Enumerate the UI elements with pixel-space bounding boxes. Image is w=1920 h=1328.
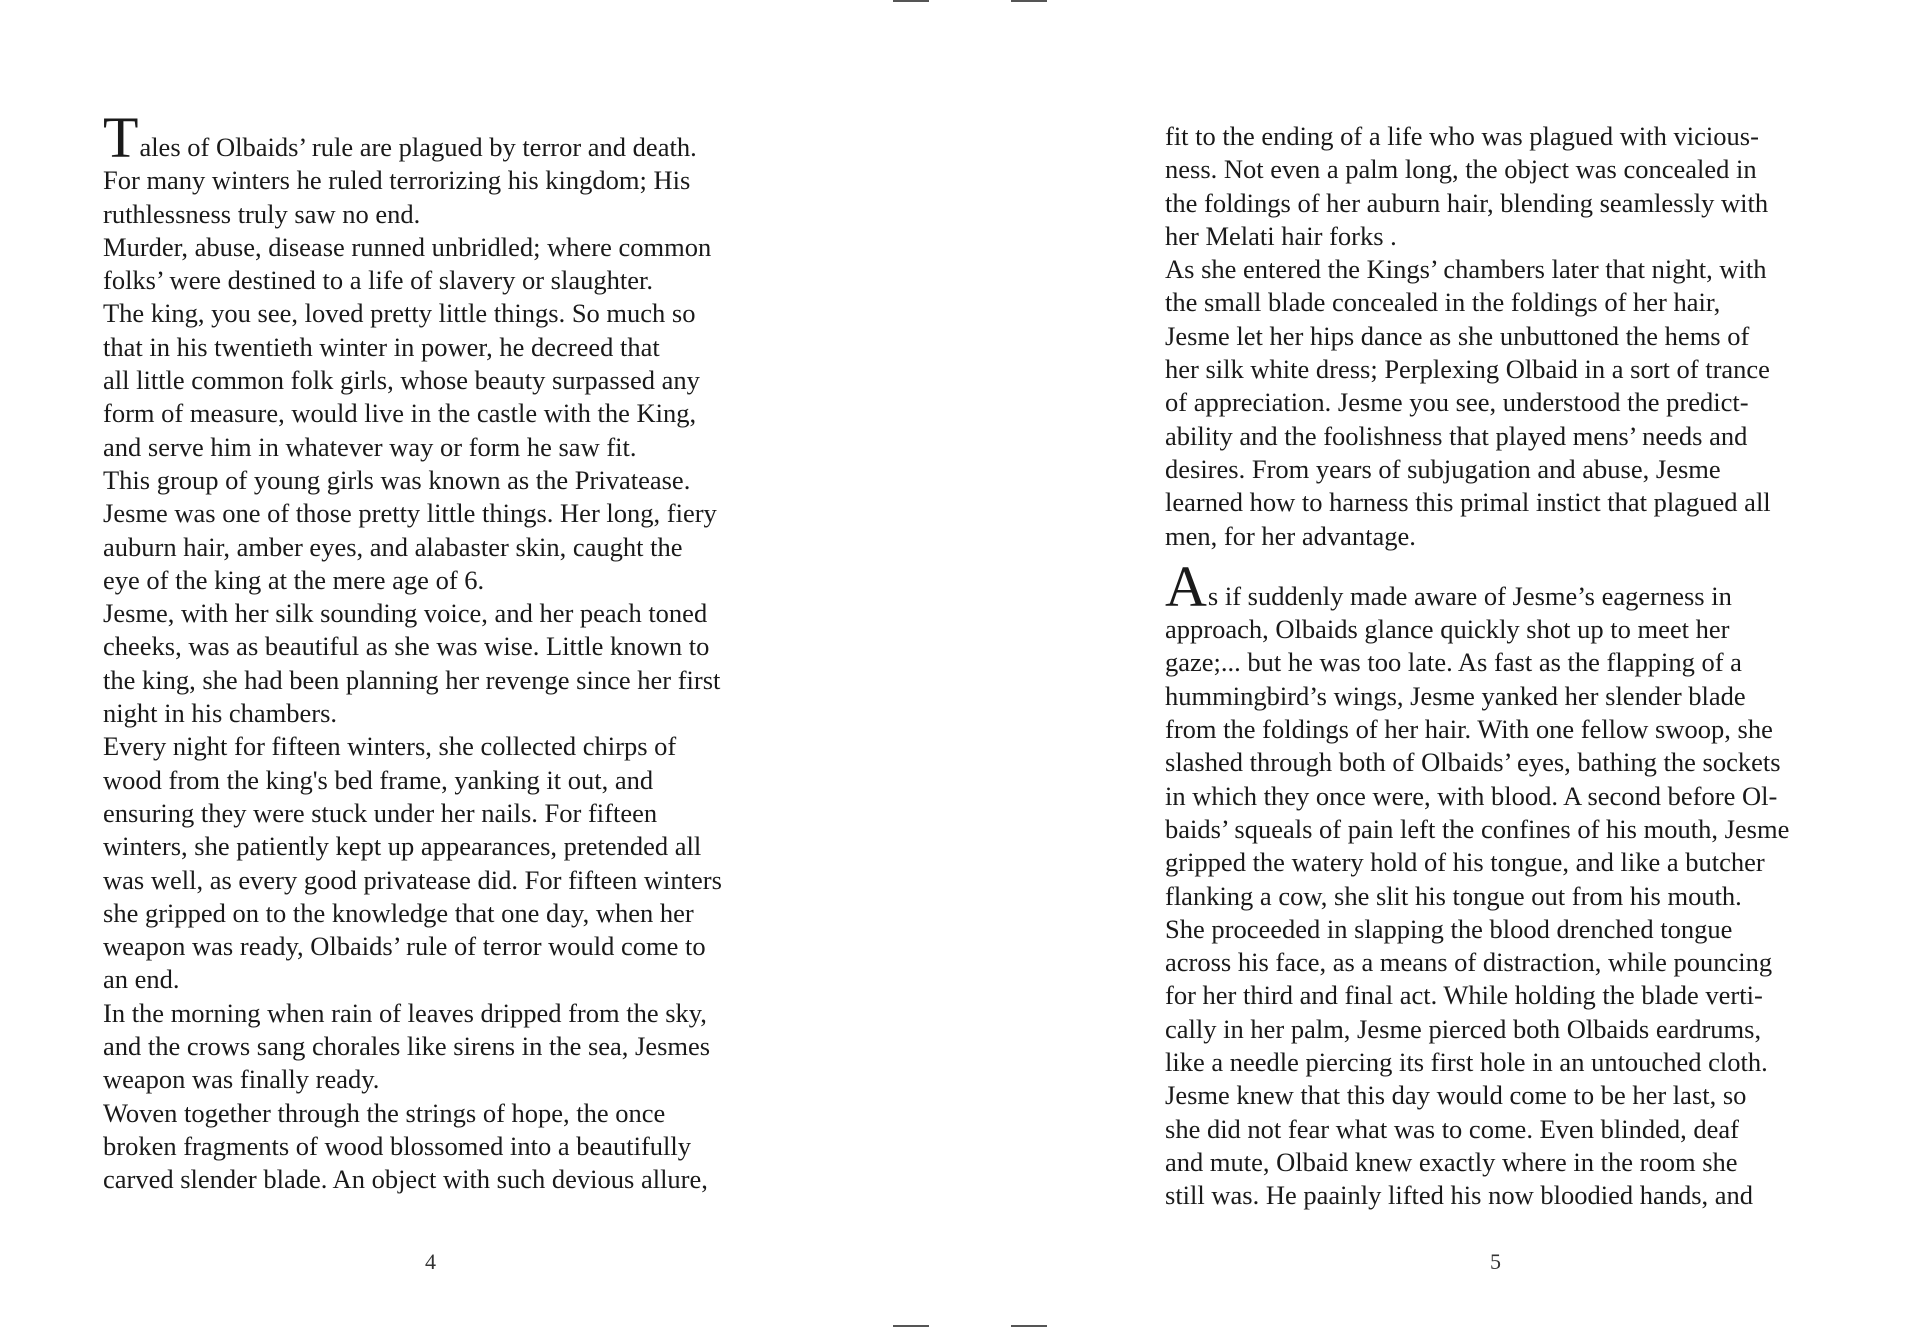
page-number-left: 4 xyxy=(425,1249,436,1274)
page-number-right: 5 xyxy=(1490,1249,1501,1274)
right-page-text: s if suddenly made aware of Jesme’s eagerness in approach, Olbaids glance quickly shot up to meet her gaze;... but he was too late. As fast as the flapping of a hummingbird’s wings, Jesme yanked her slender blade from the foldings of her hair. With one fellow swoop, she slashed through both of Olbaids’ eyes, bathing the sockets in which they once were, with blood. A second before Ol- baids’ squeals of pain left the confines of his mouth, Jesme gripped the watery hold of his tongue, and like a butcher flanking a cow, she slit his tongue out from his mouth. She proceeded in slapping the blood drenched tongue across his face, as a means of distraction, while pouncing for her third and final act. While holding the blade verti- cally in her palm, Jesme pierced both Olbaids eardrums, like a needle piercing its first hole in an untouched cloth. Jesme knew that this day would come to be her last, so she did not fear what was to come. Even blinded, deaf and mute, Olbaid knew exactly where in the room she still was. He paainly lifted his now bloodied hands, and xyxy=(1165,580,1790,1211)
right-page-paragraph-1: fit to the ending of a life who was plagued with vicious- ness. Not even a palm long, the object was concealed in the foldings of her auburn hair, blending seamlessly with her Melati hair forks . As she entered the Kings’ chambers later that night, with the small blade concealed in the foldings of her hair, Jesme let her hips dance as she unbuttoned the hems of her silk white dress; Perplexing Olbaid in a sort of trance of appreciation. Jesme you see, understood the predict- ability and the foolishness that played mens’ needs and desires. From years of subjugation and abuse, Jesme learned how to harness this primal instict that plagued all men, for her advantage. xyxy=(1165,121,1771,551)
right-page-paragraph-2 xyxy=(1165,553,1835,1213)
drop-cap: A xyxy=(1165,553,1207,619)
crop-mark-top-left xyxy=(893,0,929,2)
left-page-paragraph xyxy=(103,105,773,1197)
right-page xyxy=(1165,120,1835,1213)
crop-mark-top-right xyxy=(1011,0,1047,2)
left-page xyxy=(103,105,773,1197)
drop-cap: T xyxy=(103,105,139,170)
left-page-text: ales of Olbaids’ rule are plagued by terror and death. For many winters he ruled terrorizing his kingdom; His ruthlessness truly saw no end. Murder, abuse, disease runned unbridled; where common folks’ were destined to a life of slavery or slaughter. The king, you see, loved pretty little things. So much so that in his twentieth winter in power, he decreed that all little common folk girls, whose beauty surpassed any form of measure, would live in the castle with the King, and serve him in whatever way or form he saw fit. This group of young girls was known as the Privatease. Jesme was one of those pretty little things. Her long, fiery auburn hair, amber eyes, and alabaster skin, caught the eye of the king at the mere age of 6. Jesme, with her silk sounding voice, and her peach toned cheeks, was as beautiful as she was wise. Little known to the king, she had been planning her revenge since her first night in his chambers. Every night for fifteen winters, she collected chirps of wood from the king's bed frame, yanking it out, and ensuring they were stuck under her nails. For fifteen winters, she patiently kept up appearances, pretended all was well, as every good privatease did. For fifteen winters she gripped on to the knowledge that one day, when her weapon was ready, Olbaids’ rule of terror would come to an end. In the morning when rain of leaves dripped from the sky, and the crows sang chorales like sirens in the sea, Jesmes weapon was finally ready. Woven together through the strings of hope, the once broken fragments of wood blossomed into a beautifully carved slender blade. An object with such devious allure, xyxy=(103,132,722,1195)
crop-mark-bottom-left xyxy=(893,1325,929,1327)
crop-mark-bottom-right xyxy=(1011,1325,1047,1327)
